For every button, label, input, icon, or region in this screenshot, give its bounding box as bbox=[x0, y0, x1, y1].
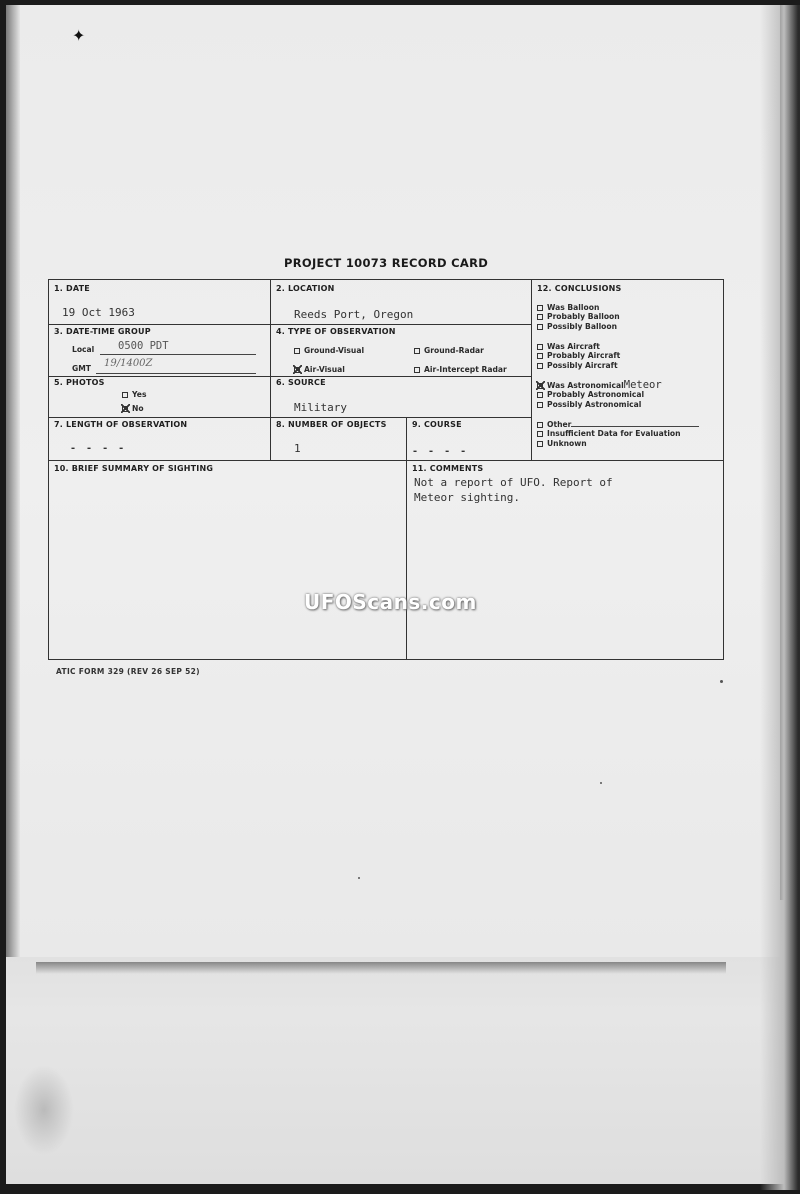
conclusions-group-other bbox=[537, 420, 699, 448]
checkbox bbox=[537, 305, 543, 311]
other-fill-line bbox=[571, 420, 699, 427]
dust-speck bbox=[358, 877, 360, 879]
length-of-observation-value: - - - - bbox=[70, 443, 127, 454]
number-of-objects-value: 1 bbox=[294, 442, 301, 455]
checkbox bbox=[537, 392, 543, 398]
gmt-line bbox=[96, 373, 256, 374]
page-shadow bbox=[36, 962, 726, 974]
conclusion-option bbox=[537, 420, 699, 429]
checkbox bbox=[122, 392, 128, 398]
option-air-visual bbox=[294, 365, 345, 374]
form-number: ATIC FORM 329 (REV 26 SEP 52) bbox=[56, 667, 200, 676]
conclusion-label: Probably Balloon bbox=[547, 312, 620, 322]
checkbox bbox=[537, 402, 543, 408]
brief-summary-label: 10. BRIEF SUMMARY OF SIGHTING bbox=[54, 464, 214, 473]
conclusion-option bbox=[537, 429, 699, 438]
conclusion-label: Was Balloon bbox=[547, 303, 600, 312]
card-title: PROJECT 10073 RECORD CARD bbox=[284, 256, 489, 270]
conclusions-label: 12. CONCLUSIONS bbox=[537, 284, 622, 293]
option-label: Air-Intercept Radar bbox=[424, 365, 507, 374]
option-label: Ground-Visual bbox=[304, 346, 365, 355]
conclusion-label: Possibly Aircraft bbox=[547, 360, 618, 370]
dust-speck bbox=[720, 680, 723, 683]
conclusion-label: Was Aircraft bbox=[547, 342, 600, 351]
option-ground-visual bbox=[294, 346, 364, 355]
conclusion-option bbox=[537, 361, 620, 370]
location-value: Reeds Port, Oregon bbox=[294, 308, 414, 321]
conclusion-label: Possibly Balloon bbox=[547, 321, 618, 331]
conclusion-option bbox=[537, 400, 662, 409]
date-value: 19 Oct 1963 bbox=[62, 306, 135, 319]
checkbox bbox=[537, 363, 543, 369]
conclusion-option bbox=[537, 342, 620, 351]
comments-line: Meteor sighting. bbox=[414, 491, 520, 504]
punch-hole-mark: ✦ bbox=[72, 26, 86, 45]
conclusion-label: Probably Astronomical bbox=[547, 390, 645, 400]
conclusion-option bbox=[537, 303, 620, 312]
column-divider bbox=[270, 279, 271, 460]
row-divider bbox=[48, 417, 531, 418]
checkbox bbox=[414, 367, 420, 373]
checkbox-checked bbox=[537, 383, 543, 389]
option-ground-radar bbox=[414, 346, 484, 355]
option-photos-no bbox=[122, 404, 144, 413]
course-label: 9. COURSE bbox=[412, 420, 462, 429]
conclusion-note: Meteor bbox=[623, 379, 662, 391]
option-photos-yes bbox=[122, 390, 146, 399]
local-time-label: Local bbox=[72, 345, 95, 354]
checkbox bbox=[294, 348, 300, 354]
checkbox bbox=[537, 344, 543, 350]
checkbox bbox=[537, 441, 543, 447]
conclusion-option bbox=[537, 439, 699, 448]
checkbox bbox=[414, 348, 420, 354]
date-label: 1. DATE bbox=[54, 284, 90, 293]
source-label: 6. SOURCE bbox=[276, 378, 326, 387]
location-label: 2. LOCATION bbox=[276, 284, 335, 293]
conclusion-label: Unknown bbox=[547, 438, 587, 448]
source-value: Military bbox=[294, 401, 347, 414]
conclusion-option bbox=[537, 351, 620, 360]
conclusion-label: Other bbox=[547, 420, 572, 429]
conclusion-option bbox=[537, 390, 662, 399]
conclusion-label: Was Astronomical bbox=[547, 381, 624, 390]
row-divider bbox=[48, 324, 531, 325]
conclusion-option bbox=[537, 381, 662, 390]
comments-label: 11. COMMENTS bbox=[412, 464, 484, 473]
conclusion-option bbox=[537, 322, 620, 331]
conclusions-group-astronomical bbox=[537, 381, 662, 409]
checkbox bbox=[537, 353, 543, 359]
conclusion-label: Probably Aircraft bbox=[547, 351, 621, 361]
conclusion-label: Possibly Astronomical bbox=[547, 399, 642, 409]
local-time-value: 0500 PDT bbox=[118, 340, 169, 352]
checkbox bbox=[537, 431, 543, 437]
comments-line: Not a report of UFO. Report of bbox=[414, 476, 613, 489]
checkbox-checked bbox=[122, 406, 128, 412]
date-time-group-label: 3. DATE-TIME GROUP bbox=[54, 327, 151, 336]
conclusion-option bbox=[537, 312, 620, 321]
checkbox-checked bbox=[294, 367, 300, 373]
dust-speck bbox=[600, 782, 602, 784]
option-label: Ground-Radar bbox=[424, 346, 484, 355]
column-divider bbox=[531, 279, 532, 460]
conclusions-group-aircraft bbox=[537, 342, 620, 370]
gmt-label: GMT bbox=[72, 364, 91, 373]
row-divider bbox=[48, 376, 531, 377]
checkbox bbox=[537, 422, 543, 428]
local-time-line bbox=[100, 354, 256, 355]
smudge-mark bbox=[14, 1065, 74, 1155]
row-divider bbox=[48, 460, 724, 461]
page-left-edge bbox=[6, 5, 20, 957]
checkbox bbox=[537, 324, 543, 330]
conclusions-group-balloon bbox=[537, 303, 620, 331]
page-right-edge bbox=[760, 5, 800, 1190]
option-label: Air-Visual bbox=[304, 365, 345, 374]
option-air-intercept-radar bbox=[414, 365, 507, 374]
gmt-value: 19/1400Z bbox=[104, 358, 153, 369]
length-of-observation-label: 7. LENGTH OF OBSERVATION bbox=[54, 420, 188, 429]
photos-label: 5. PHOTOS bbox=[54, 378, 105, 387]
course-value: - - - - bbox=[412, 446, 469, 457]
watermark: UFOScans.com bbox=[304, 590, 477, 614]
column-divider bbox=[406, 417, 407, 660]
option-label: Yes bbox=[132, 390, 147, 399]
number-of-objects-label: 8. NUMBER OF OBJECTS bbox=[276, 420, 387, 429]
checkbox bbox=[537, 314, 543, 320]
type-of-observation-label: 4. TYPE OF OBSERVATION bbox=[276, 327, 396, 336]
option-label: No bbox=[132, 404, 144, 413]
conclusion-label: Insufficient Data for Evaluation bbox=[547, 429, 681, 439]
